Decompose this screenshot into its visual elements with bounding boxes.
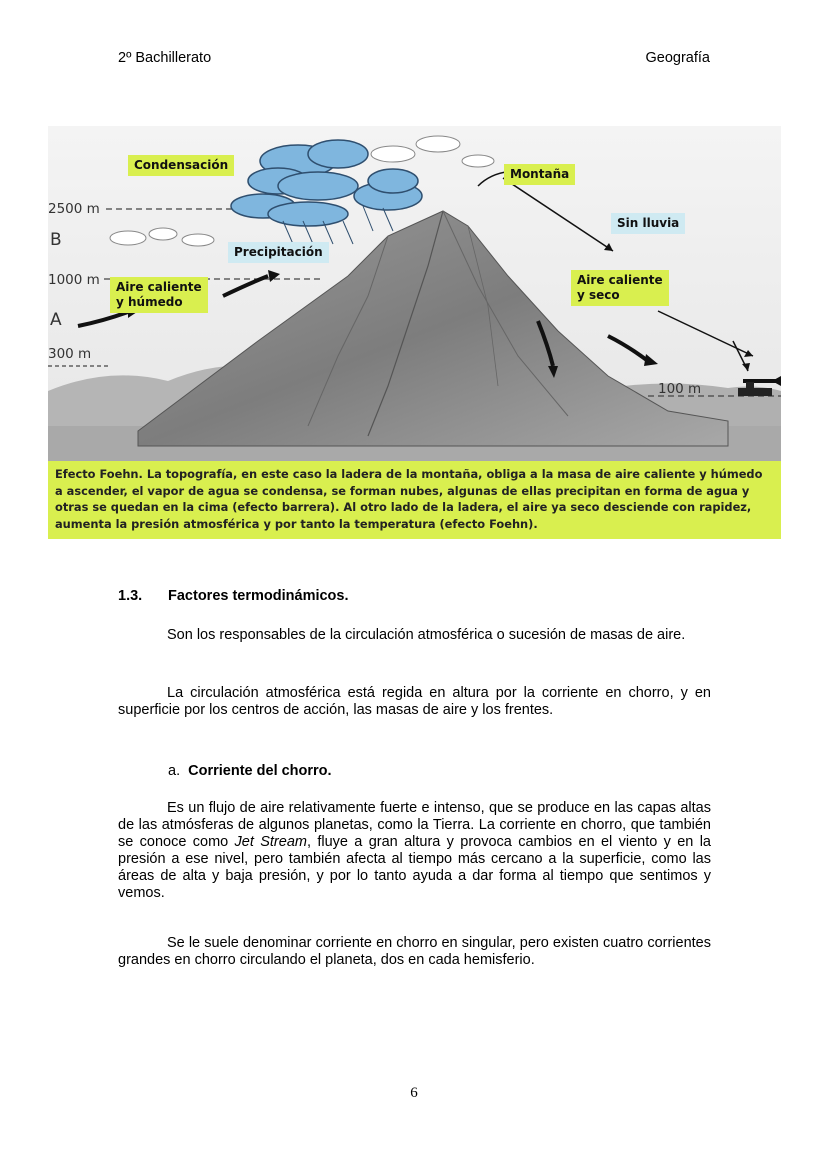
label-precipitacion: Precipitación <box>228 242 329 263</box>
label-aire-humedo-line2: y húmedo <box>116 295 183 309</box>
subsection-title: Corriente del chorro. <box>188 763 332 779</box>
header-subject: Geografía <box>645 50 710 66</box>
section-number: 1.3. <box>118 588 143 604</box>
altitude-1000: 1000 m <box>48 272 100 288</box>
label-aire-seco-line2: y seco <box>577 288 620 302</box>
paragraph-3-text-b: , fluye a gran altura y provoca cambios en el viento y en la presión a ese nivel, pero también afecta al tiempo más cercano a la superficie, como las áreas de alta y baja presión, y por lo tanto ayuda a dar forma al tiempo que sentimos y vemos. <box>118 834 711 901</box>
altitude-2500: 2500 m <box>48 201 100 217</box>
paragraph-1-text: Son los responsables de la circulación atmosférica o sucesión de masas de aire. <box>167 627 686 643</box>
section-title: Factores termodinámicos. <box>168 588 349 604</box>
paragraph-2-text: La circulación atmosférica está regida en altura por la corriente en chorro, y en superficie por los centros de acción, las masas de aire y los frentes. <box>118 685 711 718</box>
zone-a: A <box>50 310 62 330</box>
label-aire-seco-line1: Aire caliente <box>577 273 663 287</box>
subsection-letter: a. <box>168 763 181 779</box>
zone-b: B <box>50 230 62 250</box>
label-aire-humedo-line1: Aire caliente <box>116 280 202 294</box>
paragraph-2 <box>118 685 711 719</box>
page-number: 6 <box>410 1085 418 1101</box>
paragraph-1 <box>118 627 711 644</box>
paragraph-3-italic: Jet Stream <box>234 834 307 850</box>
label-aire-seco <box>571 270 669 306</box>
altitude-100: 100 m <box>658 381 702 397</box>
paragraph-3 <box>118 800 711 902</box>
paragraph-4 <box>118 935 711 969</box>
altitude-300: 300 m <box>48 346 92 362</box>
section-heading <box>118 588 711 605</box>
header-course: 2º Bachillerato <box>118 50 212 66</box>
foehn-effect-figure <box>48 126 781 539</box>
label-montana: Montaña <box>504 164 575 185</box>
label-aire-humedo <box>110 277 208 313</box>
paragraph-3-text-a: Es un flujo de aire relativamente fuerte e intenso, que se produce en las capas altas de las atmósferas de algunos planetas, como la Tierra. La corriente en chorro, que también se conoce como <box>118 800 711 850</box>
paragraph-4-text: Se le suele denominar corriente en chorro en singular, pero existen cuatro corrientes grandes en chorro circulando el planeta, dos en cada hemisferio. <box>118 935 711 968</box>
label-sin-lluvia: Sin lluvia <box>611 213 685 234</box>
figure-caption: Efecto Foehn. La topografía, en este caso la ladera de la montaña, obliga a la masa de aire caliente y húmedo a ascender, el vapor de agua se condensa, se forman nubes, algunas de ellas precipitan en forma de agua y otras se quedan en la cima (efecto barrera). Al otro lado de la ladera, el aire ya seco desciende con rapidez, aumenta la presión atmosférica y por tanto la temperatura (efecto Foehn). <box>48 461 781 539</box>
subsection-heading <box>168 763 761 780</box>
label-condensacion: Condensación <box>128 155 234 176</box>
